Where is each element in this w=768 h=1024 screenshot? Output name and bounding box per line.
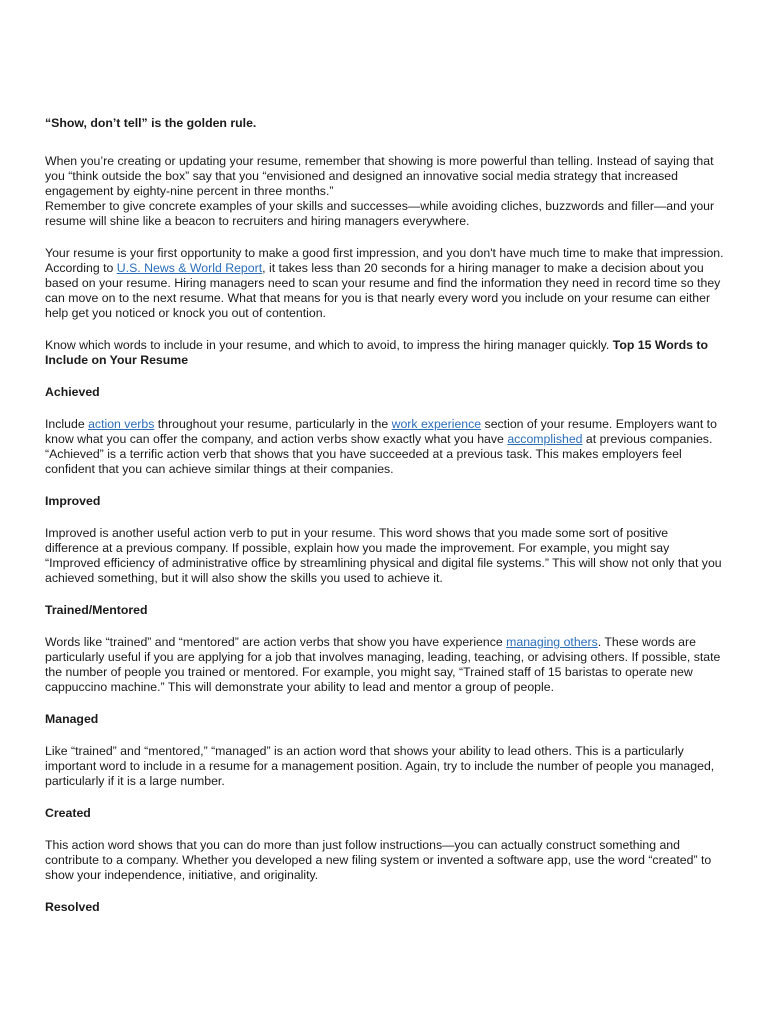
golden-rule-tagline: “Show, don’t tell” is the golden rule. <box>45 116 257 130</box>
created-paragraph: This action word shows that you can do more than just follow instructions—you can actually construct something and contribute to a company. Whether you developed a new filing system or invented a software app, use the word “created” to show your independence, initiative, and originality. <box>45 838 712 882</box>
improved-paragraph: Improved is another useful action verb to put in your resume. This word shows that you made some sort of positive difference at a previous company. If possible, explain how you made the improvement. For example, you might say “Improved efficiency of administrative office by streamlining physical and digital file systems.” This will show not only that you achieved something, but it will also show the skills you used to achieve it. <box>45 526 722 585</box>
intro-paragraph: When you’re creating or updating your resume, remember that showing is more powerful than telling. Instead of saying that you “think outside the box” say that you “envisioned and designed an innovative social media strategy that increased engagement by eighty-nine percent in three months.” <box>45 154 714 198</box>
paragraph-text: Words like “trained” and “mentored” are action verbs that show you have experience <box>45 635 507 649</box>
section-heading-improved: Improved <box>45 494 101 508</box>
section-heading-resolved: Resolved <box>45 900 100 914</box>
section-heading-achieved: Achieved <box>45 385 100 399</box>
paragraph-text: section of your resume. Employers want to know what you can offer the company, and action verbs show exactly what you have <box>45 417 717 446</box>
paragraph-text: Include <box>45 417 89 431</box>
section-heading-trained-mentored: Trained/Mentored <box>45 603 148 617</box>
section-heading-managed: Managed <box>45 712 99 726</box>
us-news-link[interactable]: U.S. News & World Report <box>116 261 263 275</box>
paragraph-text: at previous companies. “Achieved” is a terrific action verb that shows that you have succeeded at a previous task. This makes employers feel confident that you can achieve similar things at their companies. <box>45 432 713 476</box>
top-words-intro-paragraph <box>45 338 725 368</box>
intro-paragraph-continued: Remember to give concrete examples of your skills and successes—while avoiding cliches, buzzwords and filler—and your resume will shine like a beacon to recruiters and hiring managers everywhere. <box>45 199 715 228</box>
paragraph-text: , it takes less than 20 seconds for a hiring manager to make a decision about you based on your resume. Hiring managers need to scan your resume and find the information they need in record time so they can move on to the next resume. What that means for you is that nearly every word you include on your resume can either help get you noticed or knock you out of contention. <box>45 261 721 320</box>
paragraph-text: Your resume is your first opportunity to make a good first impression, and you don't have much time to make that impression. According to <box>45 246 724 275</box>
paragraph-text: throughout your resume, particularly in the <box>154 417 392 431</box>
paragraph-text: . These words are particularly useful if you are applying for a job that involves managing, leading, teaching, or advising others. If possible, state the number of people you trained or mentored. For example, you might say, “Trained staff of 15 baristas to operate new cappuccino machine.” This will demonstrate your ability to lead and mentor a group of people. <box>45 635 721 694</box>
section-heading-created: Created <box>45 806 91 820</box>
first-impression-paragraph <box>45 246 725 321</box>
work-experience-link[interactable]: work experience <box>391 417 482 431</box>
accomplished-link[interactable]: accomplished <box>507 432 583 446</box>
document-page <box>45 116 725 932</box>
managed-paragraph: Like “trained” and “mentored,” “managed” is an action word that shows your ability to lead others. This is a particularly important word to include in a resume for a management position. Again, try to include the number of people you managed, particularly if it is a large number. <box>45 744 715 788</box>
trained-paragraph <box>45 635 725 695</box>
achieved-paragraph <box>45 417 725 477</box>
managing-others-link[interactable]: managing others <box>506 635 598 649</box>
action-verbs-link[interactable]: action verbs <box>88 417 155 431</box>
paragraph-text: Know which words to include in your resume, and which to avoid, to impress the hiring manager quickly. <box>45 338 613 352</box>
top-words-title: Top 15 Words to Include on Your Resume <box>45 338 708 367</box>
